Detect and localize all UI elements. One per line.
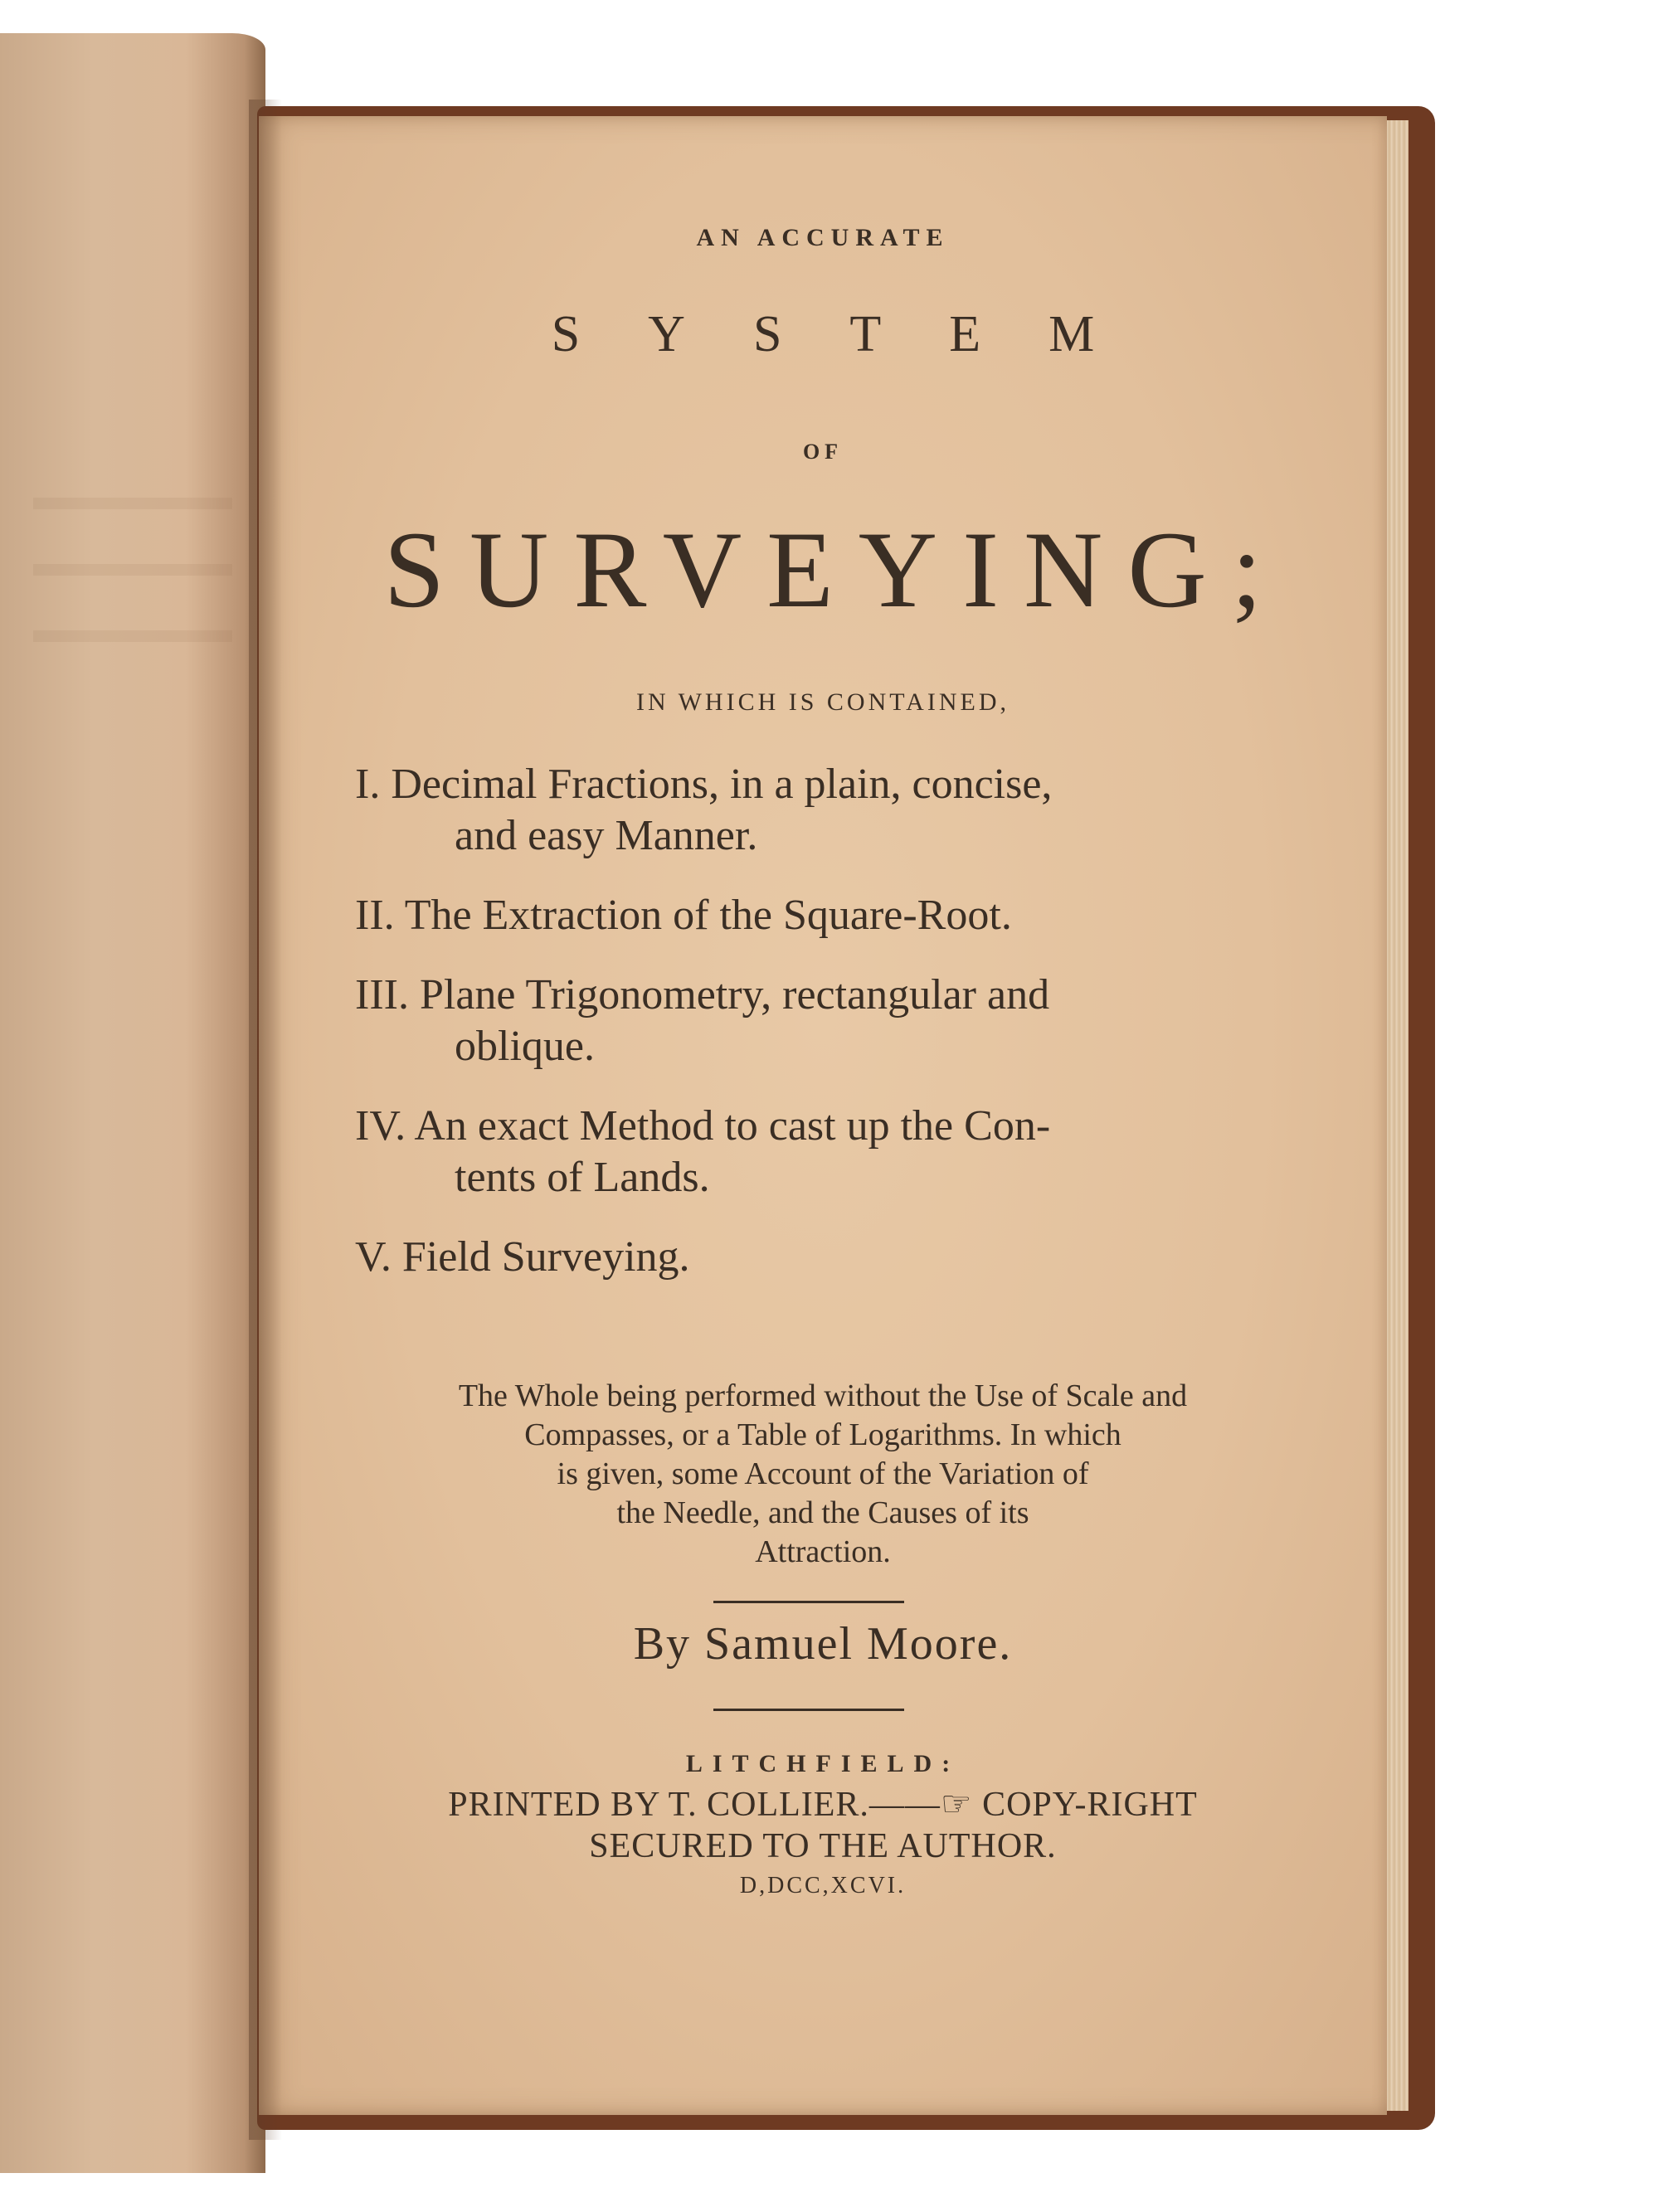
item-text: Field Surveying.	[401, 1233, 690, 1281]
divider-rule	[713, 1601, 904, 1603]
left-page-bleed-through	[33, 564, 232, 576]
contents-item	[355, 1232, 1251, 1283]
item-number: III.	[355, 971, 409, 1018]
divider-rule	[713, 1709, 904, 1711]
contents-item	[355, 1101, 1251, 1203]
contained-heading: IN WHICH IS CONTAINED,	[635, 688, 1010, 716]
description-line: is given, some Account of the Variation of	[557, 1456, 1089, 1491]
left-page	[0, 33, 265, 2173]
item-number: V.	[355, 1233, 392, 1281]
item-continuation: oblique.	[455, 1023, 595, 1070]
description-line: the Needle, and the Causes of its	[616, 1495, 1029, 1530]
contents-item	[355, 890, 1251, 941]
author-line: By Samuel Moore.	[633, 1618, 1013, 1670]
item-text: The Extraction of the Square-Root.	[404, 892, 1012, 939]
item-number: II.	[355, 892, 395, 939]
pre-title: AN ACCURATE	[696, 224, 950, 251]
item-text: An exact Method to cast up the Con-	[414, 1102, 1051, 1150]
description-line: The Whole being performed without the Use of Scale and	[458, 1378, 1188, 1413]
gutter-shadow	[249, 100, 282, 2140]
item-continuation: tents of Lands.	[455, 1154, 710, 1201]
item-continuation: and easy Manner.	[455, 812, 758, 859]
contents-item	[355, 970, 1251, 1072]
imprint-printer: PRINTED BY T. COLLIER.——☞ COPY-RIGHT	[448, 1786, 1198, 1824]
description-paragraph	[259, 1377, 1387, 1572]
left-page-bleed-through	[33, 498, 232, 509]
description-line: Compasses, or a Table of Logarithms. In which	[524, 1417, 1121, 1452]
imprint-place: LITCHFIELD:	[685, 1750, 961, 1777]
contents-list	[355, 759, 1251, 1311]
item-number: IV.	[355, 1102, 406, 1150]
item-text: Decimal Fractions, in a plain, concise,	[391, 761, 1053, 808]
left-page-bleed-through	[33, 630, 232, 642]
item-text: Plane Trigonometry, rectangular and	[419, 971, 1050, 1018]
imprint-copyright: SECURED TO THE AUTHOR.	[589, 1827, 1057, 1865]
item-number: I.	[355, 761, 381, 808]
description-line: Attraction.	[755, 1534, 891, 1569]
contents-item	[355, 759, 1251, 862]
main-title: SURVEYING;	[383, 508, 1287, 630]
system-title: SYSTEM	[551, 306, 1163, 362]
title-page	[259, 116, 1387, 2115]
imprint-date: D,DCC,XCVI.	[739, 1873, 907, 1898]
of-line: OF	[802, 440, 844, 464]
